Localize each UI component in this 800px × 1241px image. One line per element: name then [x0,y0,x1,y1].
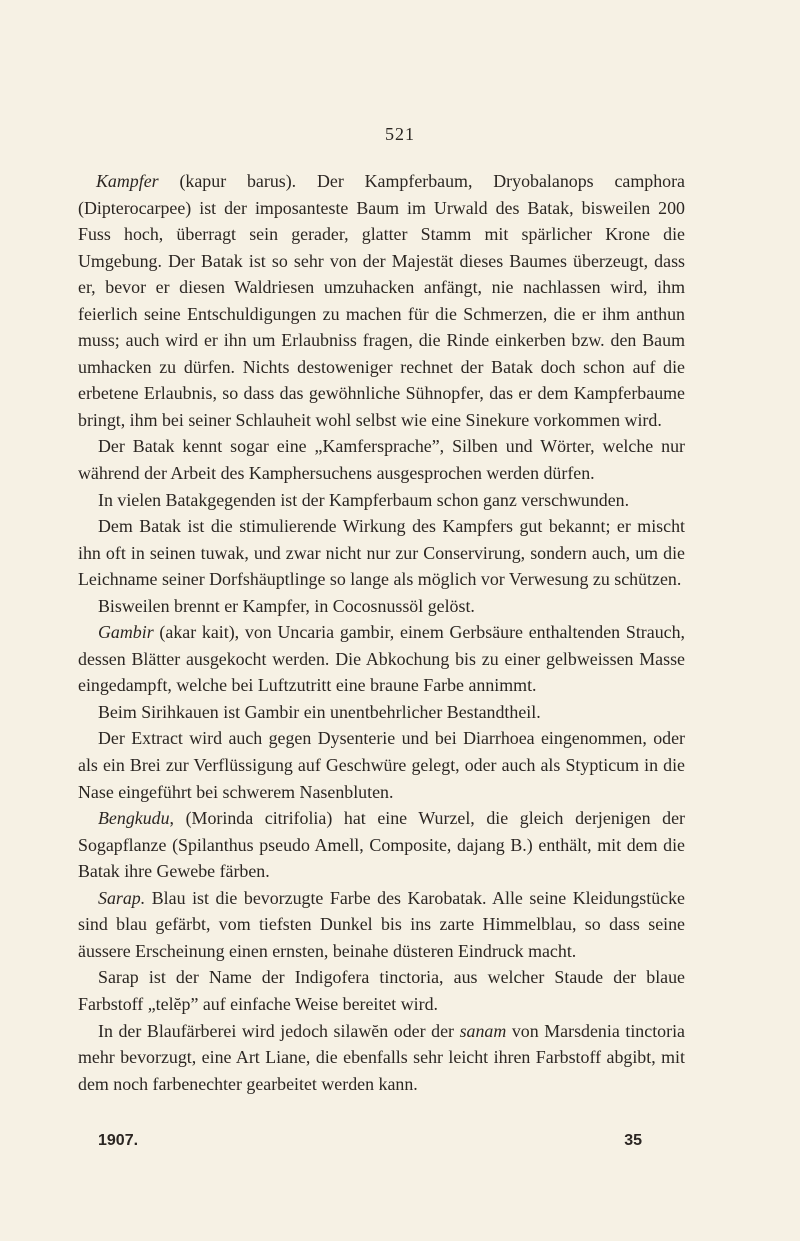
footer-sheet-number: 35 [624,1132,642,1149]
paragraph-text: Blau ist die bevorzugte Farbe des Karobatak. Alle seine Kleidungstücke sind blau gefärbt, vom tiefsten Dunkel bis ins zarte Himmelblau, so dass seine äussere Erscheinung einen ernsten, beinahe düsteren Eindruck macht. [78,887,685,961]
paragraph-text: Der Extract wird auch gegen Dysenterie und bei Diarrhoea eingenommen, oder als ein Brei zur Verflüssigung auf Geschwüre gelegt, oder auch als Stypticum in die Nase eingeführt bei schwerem Nasenbluten. [78,728,685,802]
page-number: 521 [385,124,415,144]
paragraph-kamfersprache [78,433,685,486]
footer-year: 1907. [98,1132,139,1149]
paragraph-sirihkauen [78,699,685,726]
paragraph-kampfer [78,168,685,433]
body-text [78,168,685,1097]
paragraph-bengkudu [78,805,685,885]
paragraph-text: Der Batak kennt sogar eine „Kamfersprache”, Silben und Wörter, welche nur während der Arbeit des Kamphersuchens ausgesprochen werden dürfen. [78,436,685,484]
paragraph-extract [78,725,685,805]
paragraph-text: Dem Batak ist die stimulierende Wirkung des Kampfers gut bekannt; er mischt ihn oft in seinen tuwak, und zwar nicht nur zur Conservirung, sondern auch, um die Leichname seiner Dorfshäuptlinge so lange als möglich vor Verwesung zu schützen. [78,516,685,590]
term-sarap: Sarap. [98,887,146,908]
paragraph-text: , (Morinda citrifolia) hat eine Wurzel, die gleich derjenigen der Sogapflanze (Spilanthus pseudo Amell, Composite, dajang B.) enthält, mit dem die Batak ihre Gewebe färben. [78,808,685,882]
paragraph-text: In der Blaufärberei wird jedoch silawĕn oder der [98,1020,460,1041]
paragraph-text: Sarap ist der Name der Indigofera tinctoria, aus welcher Staude der blaue Farbstoff „telĕp” auf einfache Weise bereitet wird. [78,967,685,1014]
paragraph-cocosnussoel [78,593,685,620]
paragraph-text: Bisweilen brennt er Kampfer, in Cocosnussöl gelöst. [98,595,475,616]
paragraph-stimulierende-wirkung [78,513,685,593]
term-sanam: sanam [459,1020,507,1041]
paragraph-sarap [78,885,685,965]
paragraph-text: Beim Sirihkauen ist Gambir ein unentbehrlicher Bestandtheil. [98,701,541,722]
signature-footer [98,1132,642,1150]
paragraph-blaufaerberei [78,1018,685,1098]
paragraph-text: In vielen Batakgegenden ist der Kampferbaum schon ganz verschwunden. [98,489,630,510]
term-bengkudu: Bengkudu [98,808,170,829]
paragraph-text: von Marsdenia tinctoria mehr bevorzugt, eine Art Liane, die ebenfalls sehr leicht ihren Farbstoff abgibt, mit dem noch farbenechter gearbeitet werden kann. [78,1020,685,1094]
paragraph-verschwunden [78,487,685,514]
paragraph-indigofera [78,964,685,1017]
paragraph-gambir [78,619,685,699]
term-gambir: Gambir [98,622,154,643]
paragraph-text: (kapur barus). Der Kampferbaum, Dryobalanops camphora (Dipterocarpee) ist der imposanteste Baum im Urwald des Batak, bisweilen 200 Fuss hoch, überragt sein gerader, glatter Stamm mit spärlicher Krone die Umgebung. Der Batak ist so sehr von der Majestät dieses Baumes überzeugt, dass er, bevor er diesen Waldriesen umzuhacken anfängt, nie nachlassen wird, ihm feierlich seine Entschuldigungen zu machen für die Schmerzen, die er ihm anthun muss; auch wird er ihn um Erlaubniss fragen, die Rinde einkerben bzw. den Baum umhacken zu dürfen. Nichts destoweniger rechnet der Batak doch schon auf die erbetene Erlaubnis, so dass das gewöhnliche Sühnopfer, das er dem Kampferbaume bringt, ihm bei seiner Schlauheit wohl selbst wie eine Sinekure vorkommen wird. [78,171,685,430]
term-kampfer: Kampfer [96,171,159,191]
paragraph-text: (akar kait), von Uncaria gambir, einem Gerbsäure enthaltenden Strauch, dessen Blätter ausgekocht werden. Die Abkochung bis zu einer gelbweissen Masse eingedampft, welche bei Luftzutritt eine braune Farbe annimmt. [78,622,685,696]
